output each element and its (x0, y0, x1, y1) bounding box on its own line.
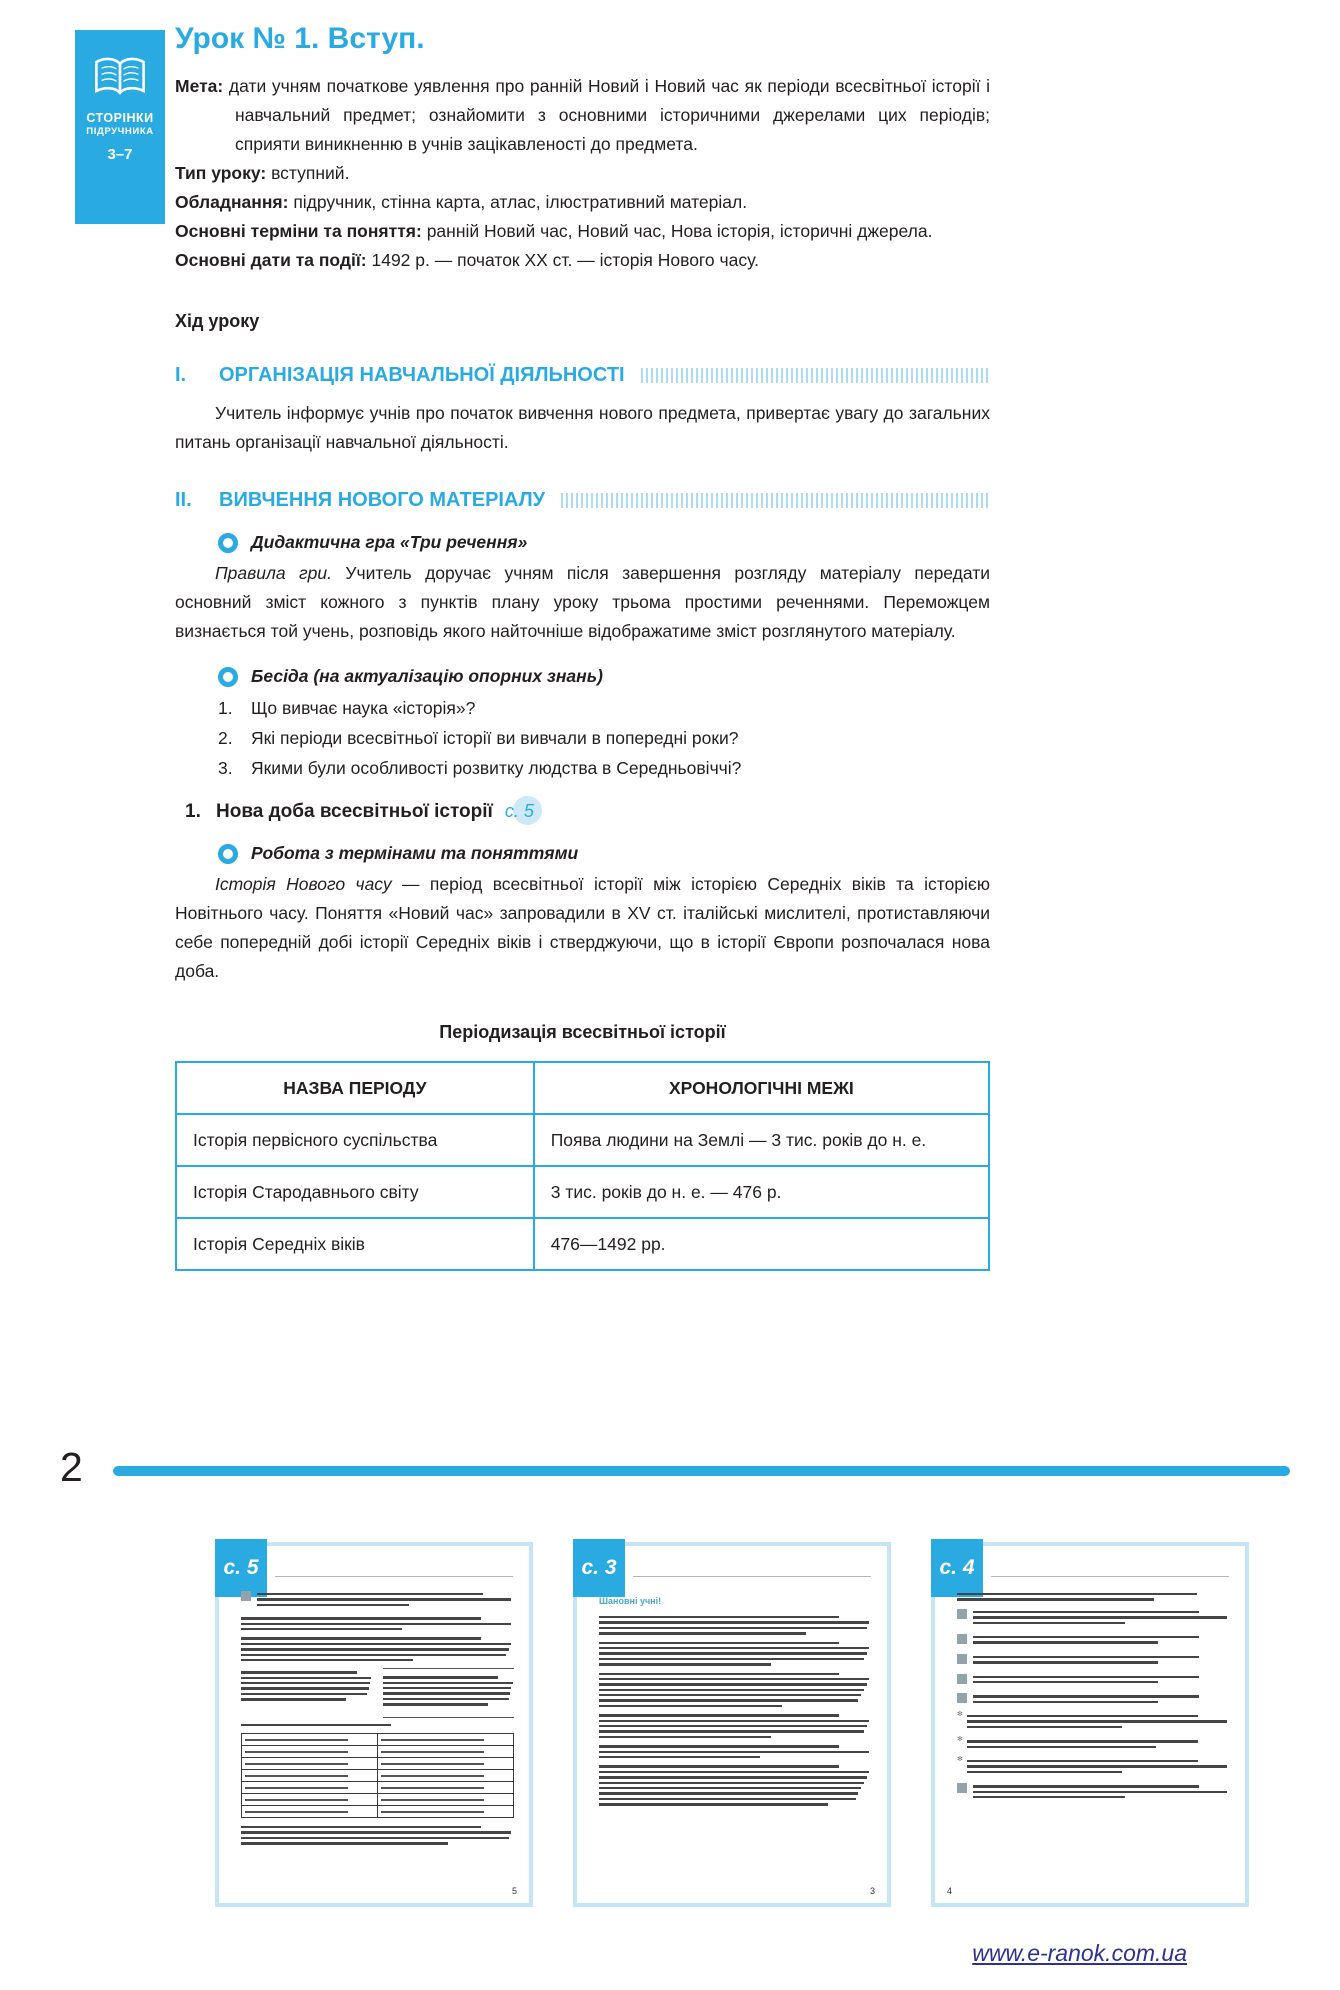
question-number: 2. (218, 728, 233, 748)
plan-item-row (175, 801, 990, 823)
rubric-icon (957, 1693, 967, 1703)
section-2-header (175, 489, 990, 512)
section-1-header (175, 364, 990, 387)
meta-terms (175, 217, 990, 246)
activity-game-paragraph (175, 559, 990, 646)
rubric-item (957, 1608, 1230, 1627)
activity-talk-heading: Бесіда (на актуалізацію опорних знань) (251, 666, 603, 686)
thumb-header-rule (991, 1576, 1229, 1577)
meta-equipment-label: Обладнання: (175, 192, 289, 212)
greeked-text (599, 1745, 872, 1758)
greeked-text (599, 1616, 872, 1635)
textbook-page-thumbnail-5 (215, 1542, 533, 1907)
table-row (176, 1114, 989, 1166)
rubric-icon (957, 1674, 967, 1684)
sidebar-label-line2: ПІДРУЧНИКА (86, 126, 154, 137)
section-1-paragraph: Учитель інформує учнів про початок вивчення нового предмета, привертає увагу до загальних питань організації навчальної діяльності. (175, 403, 990, 452)
meta-terms-text: ранній Новий час, Новий час, Нова історія, історичні джерела. (426, 221, 933, 241)
meta-goal-label: Мета: (175, 76, 224, 96)
ring-bullet-icon (218, 844, 238, 864)
period-cell: Історія Стародавнього світу (176, 1166, 534, 1218)
greeked-text (241, 1668, 373, 1710)
thumb-page-number: 4 (947, 1886, 953, 1896)
greeked-text (973, 1673, 1230, 1687)
thumb-page-number: 5 (511, 1886, 517, 1896)
rubric-subitem (957, 1757, 1230, 1776)
thumb-page-number: 3 (869, 1886, 875, 1896)
page-tag-badge: с. 5 (215, 1539, 267, 1597)
greeked-text (967, 1757, 1230, 1776)
rubric-item (957, 1782, 1230, 1801)
plan-item-title: Нова доба всесвітньої історії (216, 801, 493, 822)
greeked-text (599, 1765, 872, 1805)
lesson-content (175, 22, 990, 1271)
greeked-text (973, 1782, 1230, 1801)
plan-item-number: 1. (185, 801, 201, 822)
section-2-number: II. (175, 489, 192, 511)
rubric-icon (957, 1634, 967, 1644)
thumb-header-rule (275, 1576, 513, 1577)
term-definition-text: — період всесвітньої історії між історією Середніх віків та історією Новітнього часу. Поняття «Новий час» запровадили в XV ст. італійські мислителі, протиставляючи себе попередній добі історії Середніх віків і стверджуючи, що в історії Європи розпочалася нова доба. (175, 874, 990, 981)
definition-box (383, 1668, 515, 1717)
period-cell: Історія Середніх віків (176, 1218, 534, 1270)
table-header-row (176, 1062, 989, 1114)
dear-students-heading: Шановні учні! (599, 1596, 662, 1606)
questions-block (241, 1590, 514, 1609)
textbook-thumbnails-row (215, 1542, 1249, 1907)
rubric-item (957, 1673, 1230, 1687)
question-number: 3. (218, 758, 233, 778)
question-row (175, 723, 990, 753)
lesson-title: Урок № 1. Вступ. (175, 22, 425, 55)
section-1-title: ОРГАНІЗАЦІЯ НАВЧАЛЬНОЇ ДІЯЛЬНОСТІ (219, 364, 625, 386)
task-icon (241, 1591, 251, 1601)
game-rules-text: Учитель доручає учням після завершення розгляду матеріалу передати основний зміст кожного з пунктів плану уроку трьома простими реченнями. Переможцем визнається той учень, розповідь якого найточніше відображатиме зміст розглянутого матеріалу. (175, 563, 990, 641)
greeked-text (599, 1642, 872, 1666)
meta-lesson-type (175, 159, 990, 188)
greeked-text (973, 1692, 1230, 1706)
asterisk-marker: ✻ (957, 1756, 963, 1764)
thumb-page-content (599, 1590, 872, 1881)
greeked-text (241, 1826, 514, 1845)
column-header-period: НАЗВА ПЕРІОДУ (176, 1062, 534, 1114)
greeked-text (973, 1653, 1230, 1667)
activity-talk-heading-row (175, 666, 990, 687)
terms-definition-paragraph (175, 870, 990, 986)
meta-dates-text: 1492 р. — початок ХХ ст. — історія Нового часу. (371, 250, 759, 270)
question-text: Що вивчає наука «історія»? (251, 698, 476, 718)
greeked-text (973, 1608, 1230, 1627)
question-row (175, 753, 990, 783)
publisher-url-link[interactable]: www.e-ranok.com.ua (972, 1940, 1187, 1966)
meta-lesson-type-text: вступний. (271, 163, 350, 183)
greeked-text (241, 1617, 514, 1630)
activity-terms-heading: Робота з термінами та поняттями (251, 843, 579, 863)
thumb-page-content (957, 1590, 1230, 1881)
greeked-text (257, 1590, 514, 1609)
page-number: 2 (60, 1444, 83, 1490)
column-header-chronology: ХРОНОЛОГІЧНІ МЕЖІ (534, 1062, 989, 1114)
asterisk-marker: ✻ (957, 1711, 963, 1719)
course-of-lesson-heading: Хід уроку (175, 311, 260, 331)
section-rule-pattern (561, 493, 990, 508)
meta-equipment (175, 188, 990, 217)
rubric-item (957, 1692, 1230, 1706)
textbook-page-thumbnail-4 (931, 1542, 1249, 1907)
greeked-text (967, 1737, 1230, 1751)
asterisk-marker: ✻ (957, 1736, 963, 1744)
greeked-text (383, 1676, 515, 1705)
greeked-text (599, 1714, 872, 1738)
page-reference-badge: с. 5 (504, 801, 534, 821)
meta-terms-label: Основні терміни та поняття: (175, 221, 422, 241)
meta-dates (175, 246, 990, 275)
question-row (175, 693, 990, 723)
thumb-header-rule (633, 1576, 871, 1577)
greeked-text (599, 1673, 872, 1708)
table-row (176, 1218, 989, 1270)
activity-game-heading-row (175, 532, 990, 553)
rubric-icon (957, 1654, 967, 1664)
sidebar-page-range: 3–7 (107, 146, 133, 163)
game-rules-lead: Правила гри. (215, 563, 332, 583)
sidebar-label-line1: СТОРІНКИ (86, 111, 154, 125)
greeked-text (967, 1712, 1230, 1731)
rubric-item (957, 1633, 1230, 1647)
rubric-item (957, 1653, 1230, 1667)
page-tag-badge: с. 4 (931, 1539, 983, 1597)
chronology-cell: 3 тис. років до н. е. — 476 р. (534, 1166, 989, 1218)
meta-equipment-text: підручник, стінна карта, атлас, ілюстративний матеріал. (293, 192, 748, 212)
ring-bullet-icon (218, 533, 238, 553)
periodization-table (175, 1061, 990, 1271)
section-2-title: ВИВЧЕННЯ НОВОГО МАТЕРІАЛУ (219, 489, 546, 511)
chronology-cell: Поява людини на Землі — 3 тис. років до н. е. (534, 1114, 989, 1166)
section-1-number: I. (175, 364, 187, 386)
period-cell: Історія первісного суспільства (176, 1114, 534, 1166)
meta-lesson-type-label: Тип уроку: (175, 163, 267, 183)
thumb-page-content (241, 1590, 514, 1881)
greeked-text (957, 1593, 1230, 1601)
two-column-block (241, 1668, 514, 1717)
meta-goal-text: дати учням початкове уявлення про ранній Новий і Новий час як періоди всесвітньої історії і навчальний предмет; ознайомити з основними історичними джерелами цих періодів; сприяти виникненню в учнів зацікавленості до предмета. (228, 76, 990, 154)
greeked-text (973, 1633, 1230, 1647)
greeked-text (241, 1724, 514, 1726)
question-number: 1. (218, 698, 233, 718)
rubric-subitem (957, 1712, 1230, 1731)
ring-bullet-icon (218, 667, 238, 687)
table-row (176, 1166, 989, 1218)
textbook-page-thumbnail-3 (573, 1542, 891, 1907)
open-book-icon (92, 56, 148, 98)
question-text: Які періоди всесвітньої історії ви вивчали в попередні роки? (251, 728, 739, 748)
question-text: Якими були особливості розвитку людства в Середньовіччі? (251, 758, 742, 778)
greeked-text (241, 1637, 514, 1661)
textbook-pages-tab (75, 30, 165, 224)
page-tag-badge: с. 3 (573, 1539, 625, 1597)
term-lead: Історія Нового часу (215, 874, 392, 894)
footer-divider-bar (113, 1466, 1290, 1476)
chronology-cell: 476—1492 рр. (534, 1218, 989, 1270)
periodization-table-title: Періодизація всесвітньої історії (439, 1022, 726, 1042)
rubric-icon (957, 1609, 967, 1619)
meta-goal (175, 72, 990, 159)
meta-dates-label: Основні дати та події: (175, 250, 367, 270)
mini-periodization-table (241, 1733, 514, 1818)
activity-terms-heading-row (175, 843, 990, 864)
rubric-icon (957, 1783, 967, 1793)
activity-game-heading: Дидактична гра «Три речення» (251, 532, 528, 552)
rubric-subitem (957, 1737, 1230, 1751)
section-rule-pattern (641, 368, 990, 383)
